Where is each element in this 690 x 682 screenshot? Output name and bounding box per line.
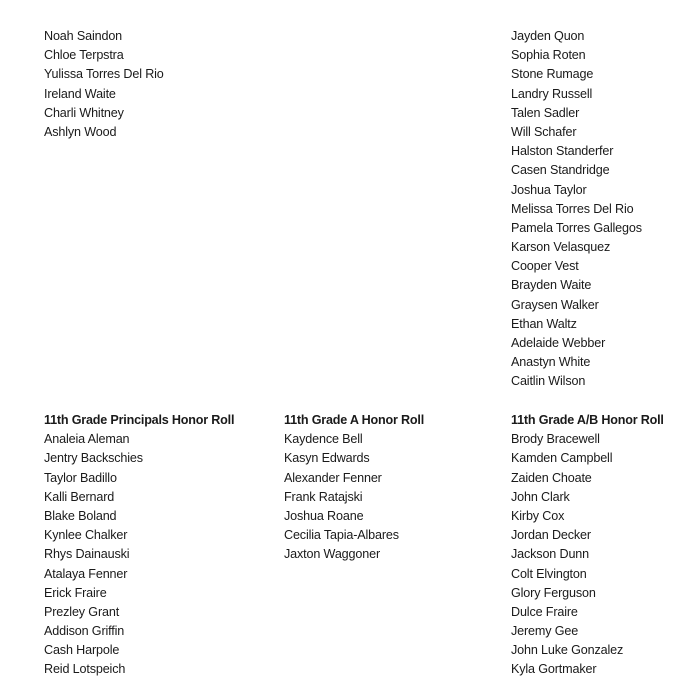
name-item: Colt Elvington [511, 566, 587, 581]
name-item: Brody Bracewell [511, 432, 600, 447]
name-item: Jeremy Gee [511, 624, 579, 639]
section-heading: 11th Grade A/B Honor Roll [511, 413, 664, 427]
name-item: Kamden Campbell [511, 451, 613, 466]
name-item: Cooper Vest [511, 259, 579, 274]
name-item: Karson Velasquez [511, 240, 611, 255]
name-item: Cash Harpole [44, 643, 120, 658]
name-item: Landry Russell [511, 86, 593, 101]
name-item: Dulce Fraire [511, 604, 578, 619]
name-item: Rhys Dainauski [44, 547, 130, 562]
name-list [44, 430, 234, 679]
name-item: Kyla Gortmaker [511, 662, 597, 677]
name-list [511, 430, 664, 679]
name-item: Brayden Waite [511, 278, 592, 293]
name-list [511, 27, 642, 392]
name-item: John Luke Gonzalez [511, 643, 624, 658]
name-item: Ashlyn Wood [44, 124, 117, 139]
name-item: Alexander Fenner [284, 470, 382, 485]
name-item: Jaxton Waggoner [284, 547, 380, 562]
section-heading: 11th Grade Principals Honor Roll [44, 413, 235, 427]
principals-honor-roll-section [44, 411, 234, 680]
name-item: Anastyn White [511, 355, 591, 370]
name-item: Kasyn Edwards [284, 451, 370, 466]
name-item: Glory Ferguson [511, 585, 596, 600]
name-item: Yulissa Torres Del Rio [44, 67, 164, 82]
name-item: Addison Griffin [44, 624, 125, 639]
name-item: Ethan Waltz [511, 316, 577, 331]
name-item: Caitlin Wilson [511, 374, 586, 389]
name-item: Jackson Dunn [511, 547, 590, 562]
ab-honor-roll-section [511, 411, 664, 680]
name-list [44, 27, 164, 142]
name-item: Jordan Decker [511, 528, 591, 543]
name-item: Noah Saindon [44, 29, 123, 43]
name-item: Graysen Walker [511, 297, 599, 312]
name-item: Cecilia Tapia-Albares [284, 528, 399, 543]
name-item: Halston Standerfer [511, 144, 614, 159]
name-item: Jentry Backschies [44, 451, 143, 466]
name-item: Joshua Taylor [511, 182, 587, 197]
name-item: Prezley Grant [44, 604, 120, 619]
name-item: Blake Boland [44, 508, 117, 523]
name-item: Talen Sadler [511, 105, 580, 120]
name-item: Chloe Terpstra [44, 48, 124, 63]
name-item: Zaiden Choate [511, 470, 592, 485]
name-item: Frank Ratajski [284, 489, 363, 504]
top-left-name-column [44, 27, 164, 142]
name-item: Melissa Torres Del Rio [511, 201, 634, 216]
name-item: Charli Whitney [44, 105, 124, 120]
name-item: John Clark [511, 489, 570, 504]
name-item: Sophia Roten [511, 48, 586, 63]
name-item: Atalaya Fenner [44, 566, 128, 581]
name-item: Analeia Aleman [44, 432, 130, 447]
name-item: Kirby Cox [511, 508, 565, 523]
top-right-name-column [511, 27, 642, 392]
name-item: Joshua Roane [284, 508, 364, 523]
a-honor-roll-section [284, 411, 424, 565]
name-item: Jayden Quon [511, 29, 585, 43]
name-item: Kaydence Bell [284, 432, 363, 447]
name-list [284, 430, 424, 564]
section-heading: 11th Grade A Honor Roll [284, 413, 425, 427]
name-item: Pamela Torres Gallegos [511, 220, 642, 235]
name-item: Stone Rumage [511, 67, 594, 82]
name-item: Adelaide Webber [511, 336, 606, 350]
name-item: Ireland Waite [44, 86, 116, 101]
name-item: Casen Standridge [511, 163, 610, 178]
name-item: Taylor Badillo [44, 470, 117, 485]
name-item: Kynlee Chalker [44, 528, 128, 543]
name-item: Will Schafer [511, 124, 577, 139]
name-item: Kalli Bernard [44, 489, 115, 504]
name-item: Reid Lotspeich [44, 662, 126, 677]
name-item: Erick Fraire [44, 585, 107, 600]
